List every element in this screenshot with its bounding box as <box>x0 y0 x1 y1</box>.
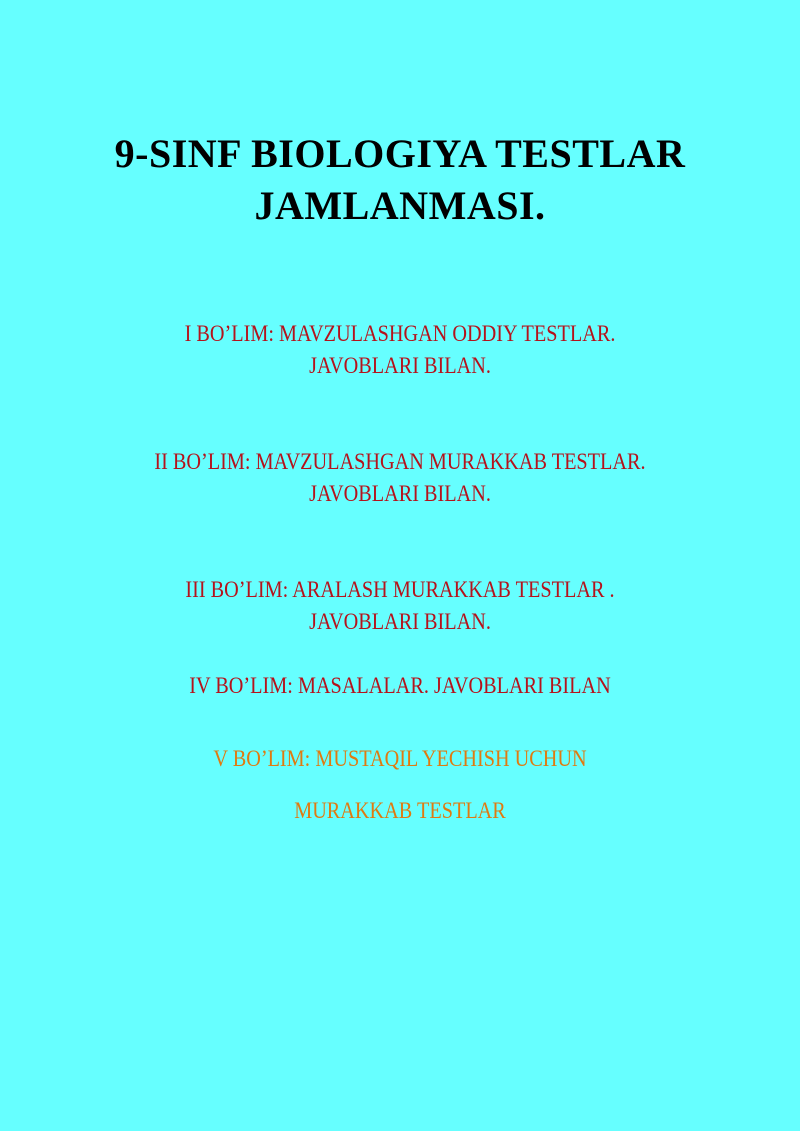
section-3-line-2: JAVOBLARI BILAN. <box>309 609 491 634</box>
section-5 <box>48 733 752 837</box>
section-2-line-1: II BO’LIM: MAVZULASHGAN MURAKKAB TESTLAR. <box>154 449 646 474</box>
section-3-line-1: III BO’LIM: ARALASH MURAKKAB TESTLAR . <box>185 577 615 602</box>
title-line-2: JAMLANMASI. <box>254 183 546 228</box>
section-5-line-2: MURAKKAB TESTLAR <box>294 798 506 823</box>
section-2 <box>48 446 752 510</box>
section-1-line-2: JAVOBLARI BILAN. <box>309 353 491 378</box>
section-4 <box>48 670 752 702</box>
section-3 <box>48 574 752 638</box>
section-1 <box>48 318 752 382</box>
section-2-line-2: JAVOBLARI BILAN. <box>309 481 491 506</box>
title-line-1: 9-SINF BIOLOGIYA TESTLAR <box>114 131 686 176</box>
document-title <box>0 128 800 232</box>
section-5-line-1: V BO’LIM: MUSTAQIL YECHISH UCHUN <box>213 746 587 771</box>
section-1-line-1: I BO’LIM: MAVZULASHGAN ODDIY TESTLAR. <box>184 321 616 346</box>
section-4-line-1: IV BO’LIM: MASALALAR. JAVOBLARI BILAN <box>189 673 611 698</box>
